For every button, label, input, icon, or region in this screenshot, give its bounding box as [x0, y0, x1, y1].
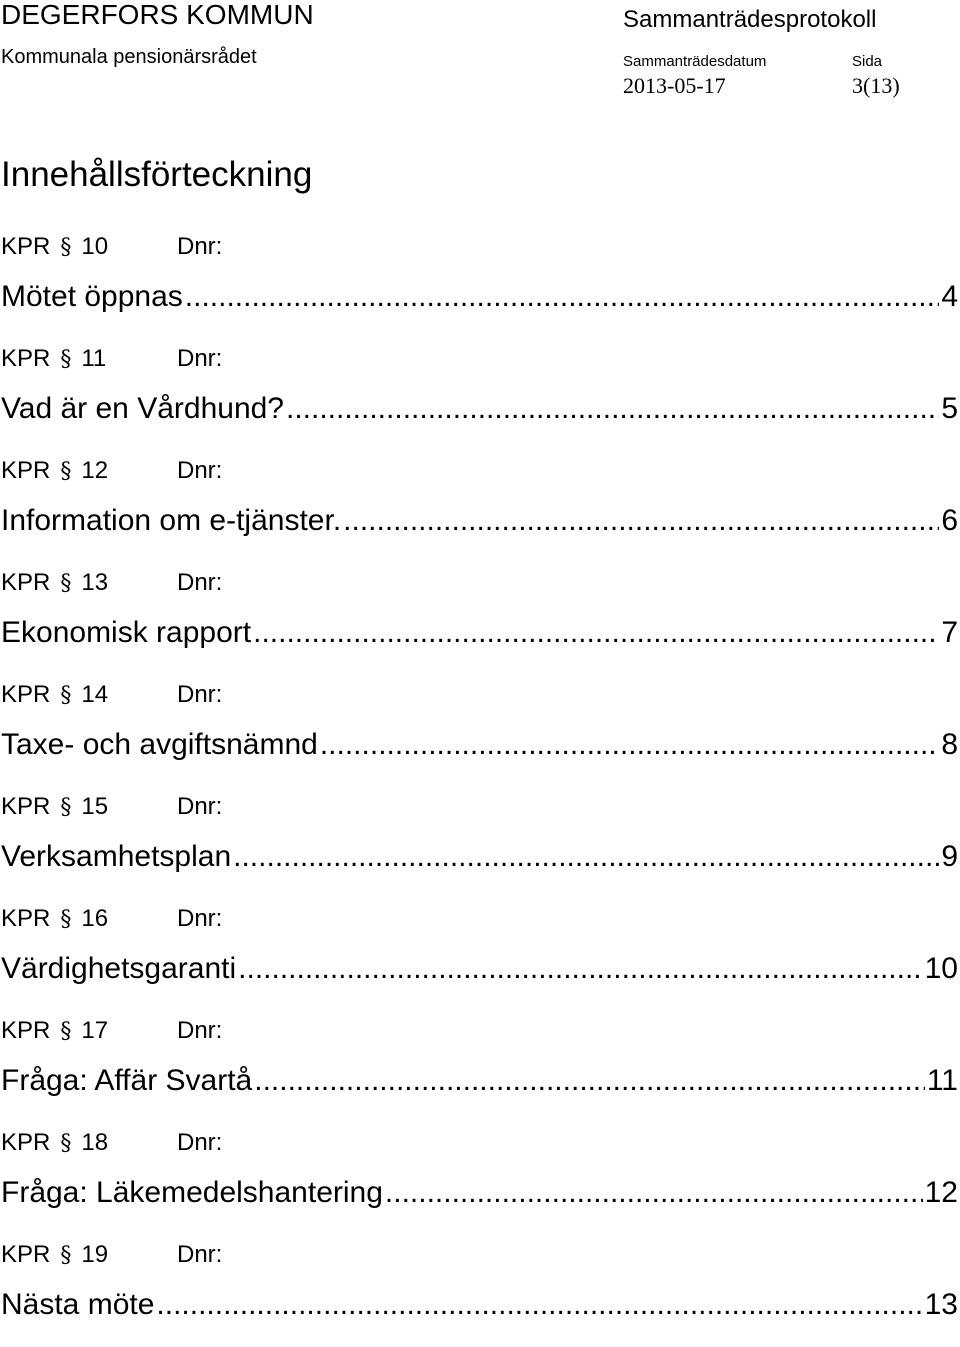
toc-entry-title: Fråga: Affär Svartå — [1, 1064, 253, 1097]
toc-entry-reference — [1, 232, 223, 262]
toc-entry-title: Ekonomisk rapport — [1, 616, 252, 649]
toc-entry-dnr: Dnr: — [177, 793, 223, 820]
toc-entry-page: 6 — [941, 504, 958, 537]
toc-entry — [1, 675, 958, 787]
toc-entry-title: Taxe- och avgiftsnämnd — [1, 728, 318, 761]
toc-entry — [1, 787, 958, 899]
toc-entry-prefix: KPR — [1, 1241, 51, 1268]
toc-entry — [1, 1123, 958, 1235]
toc-entry-link[interactable] — [1, 837, 958, 877]
toc-entry-prefix: KPR — [1, 681, 51, 708]
toc-entry-title: Fråga: Läkemedelshantering — [1, 1176, 383, 1209]
toc-entry-link[interactable] — [1, 1285, 958, 1325]
toc-entry-number: 18 — [81, 1129, 109, 1156]
toc-entry-number: 15 — [81, 793, 109, 820]
toc-entry-reference — [1, 1128, 223, 1158]
toc-entry-title: Mötet öppnas — [1, 280, 183, 313]
toc-entry-link[interactable] — [1, 389, 958, 429]
toc-entry-page: 7 — [941, 616, 958, 649]
section-sign: § — [60, 907, 72, 932]
dot-leader — [238, 949, 922, 989]
toc-entry-number: 16 — [81, 905, 109, 932]
toc-entry-dnr: Dnr: — [177, 905, 223, 932]
toc-entry — [1, 1011, 958, 1123]
section-sign: § — [60, 795, 72, 820]
toc-entry-prefix: KPR — [1, 905, 51, 932]
dot-leader — [320, 725, 939, 765]
section-sign: § — [60, 1131, 72, 1156]
toc-entry-prefix: KPR — [1, 1129, 51, 1156]
toc-entry-link[interactable] — [1, 949, 958, 989]
toc-entry-page: 9 — [941, 840, 958, 873]
toc-entry — [1, 563, 958, 675]
toc-entry-link[interactable] — [1, 1061, 958, 1101]
dot-leader — [286, 389, 939, 429]
section-sign: § — [60, 347, 72, 372]
toc-entry-title: Värdighetsgaranti — [1, 952, 237, 985]
dot-leader — [343, 501, 939, 541]
section-sign: § — [60, 1243, 72, 1268]
toc-entry-number: 11 — [81, 345, 107, 372]
toc-heading: Innehållsförteckning — [1, 155, 313, 194]
dot-leader — [185, 277, 940, 317]
toc-entry — [1, 451, 958, 563]
toc-entry-reference — [1, 1016, 223, 1046]
toc-entry — [1, 1235, 958, 1347]
toc-entry-link[interactable] — [1, 277, 958, 317]
toc-entry-number: 10 — [81, 233, 109, 260]
toc-entry-title: Information om e-tjänster. — [1, 504, 342, 537]
toc-entry-dnr: Dnr: — [177, 457, 223, 484]
document-type: Sammanträdesprotokoll — [623, 6, 877, 33]
toc-entry-prefix: KPR — [1, 793, 51, 820]
table-of-contents — [1, 227, 958, 1347]
page-label: Sida — [852, 53, 883, 70]
toc-entry-dnr: Dnr: — [177, 1129, 223, 1156]
toc-entry-prefix: KPR — [1, 233, 51, 260]
section-sign: § — [60, 683, 72, 708]
dot-leader — [253, 613, 939, 653]
toc-entry-reference — [1, 680, 223, 710]
section-sign: § — [60, 571, 72, 596]
dot-leader — [233, 837, 939, 877]
dot-leader — [156, 1285, 922, 1325]
toc-entry-prefix: KPR — [1, 345, 51, 372]
toc-entry-link[interactable] — [1, 501, 958, 541]
toc-entry-reference — [1, 456, 223, 486]
section-sign: § — [60, 459, 72, 484]
meeting-date-label: Sammanträdesdatum — [623, 53, 767, 70]
toc-entry-number: 19 — [81, 1241, 109, 1268]
toc-entry-dnr: Dnr: — [177, 681, 223, 708]
toc-entry — [1, 227, 958, 339]
toc-entry-title: Vad är en Vårdhund? — [1, 392, 284, 425]
toc-entry-number: 13 — [81, 569, 109, 596]
toc-entry-page: 5 — [941, 392, 958, 425]
dot-leader — [254, 1061, 925, 1101]
council-name: Kommunala pensionärsrådet — [1, 46, 257, 68]
toc-entry-number: 17 — [81, 1017, 109, 1044]
toc-entry — [1, 899, 958, 1011]
toc-entry-reference — [1, 568, 223, 598]
toc-entry-page: 11 — [926, 1064, 958, 1097]
toc-entry-link[interactable] — [1, 725, 958, 765]
toc-entry-page: 8 — [941, 728, 958, 761]
toc-entry-dnr: Dnr: — [177, 1017, 223, 1044]
toc-entry-link[interactable] — [1, 1173, 958, 1213]
toc-entry-dnr: Dnr: — [177, 1241, 223, 1268]
toc-entry-prefix: KPR — [1, 1017, 51, 1044]
toc-entry-title: Nästa möte — [1, 1288, 155, 1321]
toc-entry-reference — [1, 792, 223, 822]
toc-entry-prefix: KPR — [1, 569, 51, 596]
toc-entry-page: 12 — [924, 1176, 958, 1209]
toc-entry-dnr: Dnr: — [177, 569, 223, 596]
dot-leader — [385, 1173, 923, 1213]
page-number: 3(13) — [852, 73, 900, 98]
section-sign: § — [60, 1019, 72, 1044]
toc-entry-page: 4 — [941, 280, 958, 313]
meeting-date-value: 2013-05-17 — [623, 73, 726, 98]
toc-entry-page: 13 — [924, 1288, 958, 1321]
toc-entry-number: 14 — [81, 681, 109, 708]
toc-entry-number: 12 — [81, 457, 109, 484]
toc-entry-page: 10 — [924, 952, 958, 985]
toc-entry-reference — [1, 904, 223, 934]
section-sign: § — [60, 235, 72, 260]
toc-entry-dnr: Dnr: — [177, 233, 223, 260]
toc-entry-reference — [1, 344, 223, 374]
toc-entry-dnr: Dnr: — [177, 345, 223, 372]
toc-entry-title: Verksamhetsplan — [1, 840, 232, 873]
toc-entry-prefix: KPR — [1, 457, 51, 484]
organization-name: DEGERFORS KOMMUN — [1, 0, 314, 30]
toc-entry-link[interactable] — [1, 613, 958, 653]
toc-entry-reference — [1, 1240, 223, 1270]
toc-entry — [1, 339, 958, 451]
